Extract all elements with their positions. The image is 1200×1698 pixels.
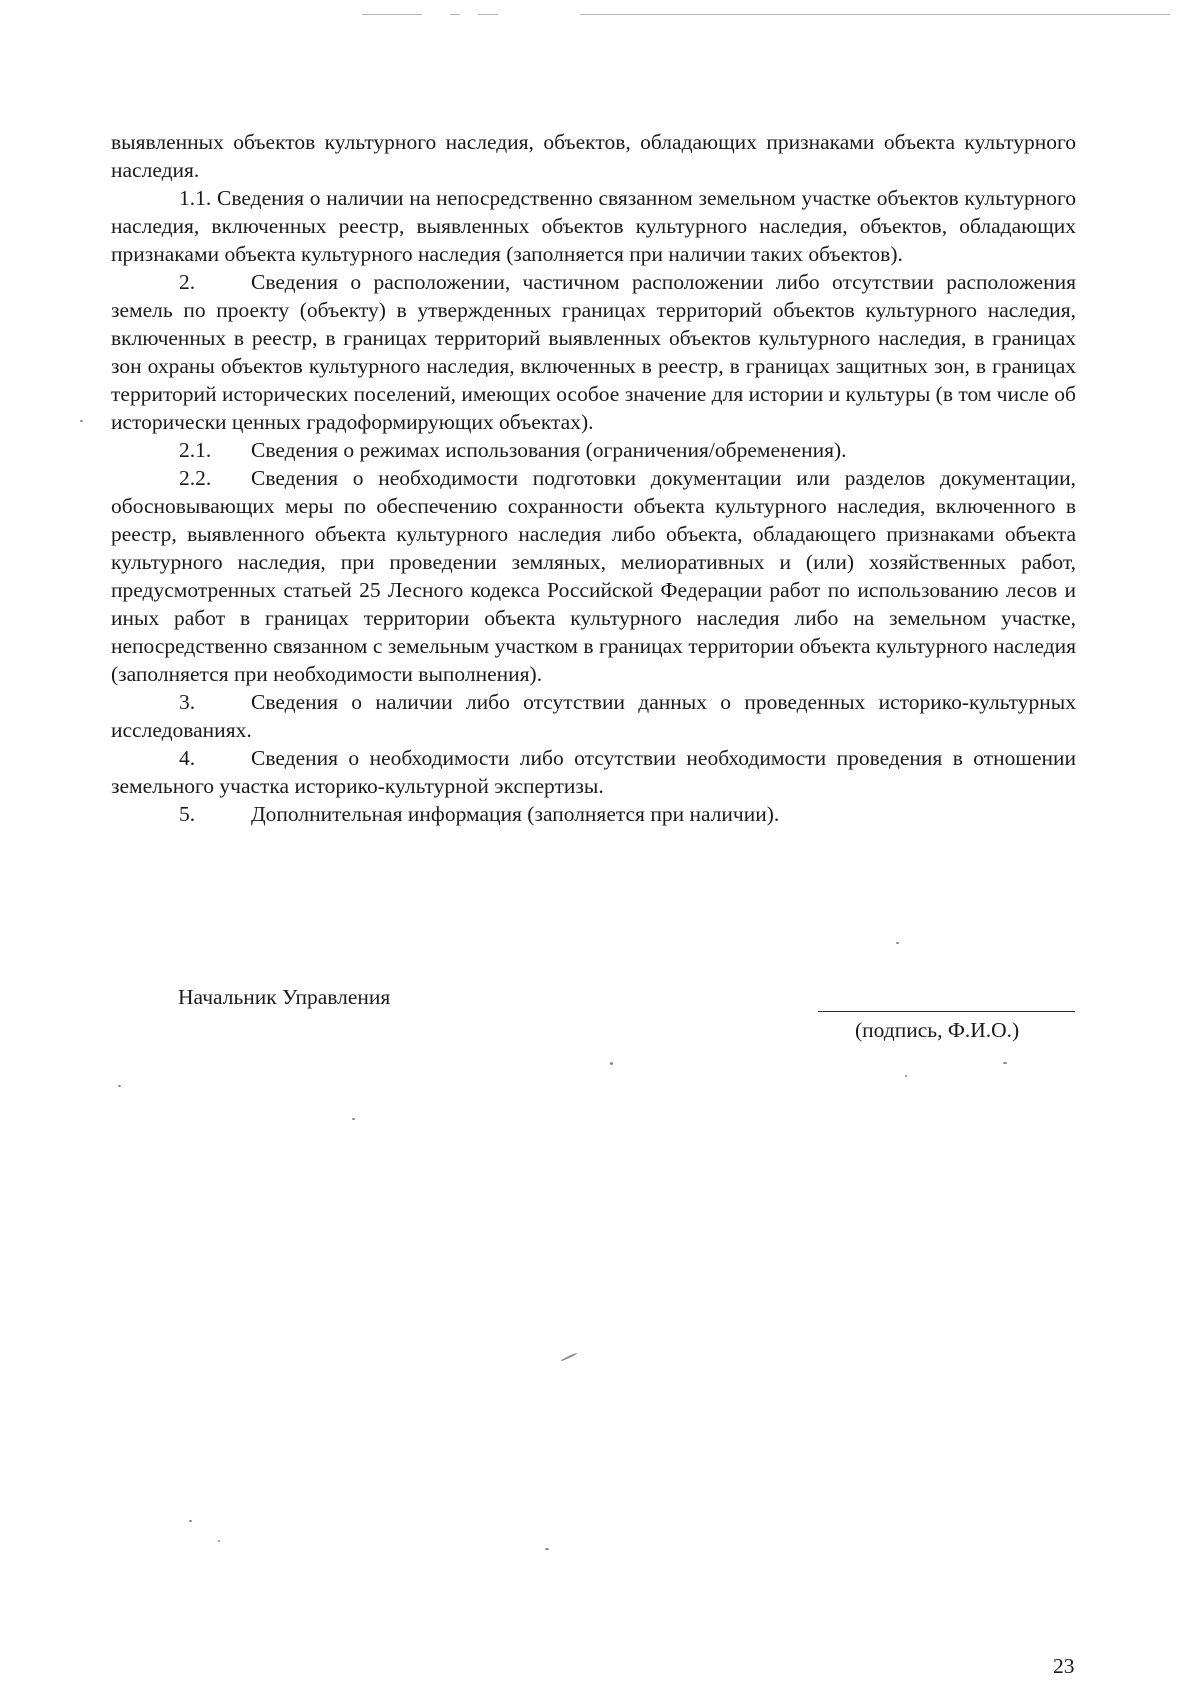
paragraph-number: 3. [179, 690, 196, 714]
paragraph-continuation [111, 128, 1076, 184]
scan-artifact-line [478, 14, 498, 15]
paragraph-number: 2.2. [179, 466, 212, 490]
document-body [111, 128, 1076, 828]
paragraph-4 [111, 744, 1076, 800]
paragraph-number: 2.1. [179, 438, 212, 462]
scan-speck [896, 942, 899, 944]
scan-speck [610, 1062, 613, 1065]
signature-caption: (подпись, Ф.И.О.) [855, 1018, 1020, 1042]
paragraph-text: Сведения о необходимости либо отсутствии необходимости проведения в отношении земельного участка историко-культурной экспертизы. [111, 746, 1076, 798]
scan-speck [905, 1075, 907, 1077]
paragraph-text: Сведения о наличии либо отсутствии данных о проведенных историко-культурных исследованиях. [111, 690, 1076, 742]
paragraph-text: 1.1. Сведения о наличии на непосредственно связанном земельном участке объектов культурного наследия, включенных реестр, выявленных объектов культурного наследия, объектов, обладающих признаками объекта культурного наследия (заполняется при наличии таких объектов). [111, 186, 1076, 266]
paragraph-2-1 [111, 436, 1076, 464]
scan-speck [545, 1548, 549, 1550]
scan-speck [118, 1085, 121, 1087]
signature-line [818, 1011, 1075, 1012]
scan-speck [80, 420, 83, 422]
paragraph-number: 4. [179, 746, 196, 770]
scan-artifact-line [580, 14, 1170, 15]
scan-speck [189, 1520, 192, 1522]
scan-speck [560, 1352, 577, 1361]
scan-speck [218, 1540, 220, 1542]
paragraph-3 [111, 688, 1076, 744]
scan-artifact-line [362, 14, 422, 15]
page-number: 23 [1053, 1654, 1075, 1678]
paragraph-5 [111, 800, 1076, 828]
scan-speck [352, 1118, 355, 1120]
paragraph-text: выявленных объектов культурного наследия, объектов, обладающих признаками объекта культурного наследия. [111, 130, 1076, 182]
paragraph-text: Сведения о расположении, частичном расположении либо отсутствии расположения земель по проекту (объекту) в утвержденных границах территорий объектов культурного наследия, включенных в реестр, в границах территорий выявленных объектов культурного наследия, в границах зон охраны объектов культурного наследия, включенных в реестр, в границах защитных зон, в границах территорий исторических поселений, имеющих особое значение для истории и культуры (в том числе об исторически ценных градоформирующих объектах). [111, 270, 1076, 434]
paragraph-number: 5. [179, 802, 196, 826]
paragraph-2 [111, 268, 1076, 436]
paragraph-number: 2. [179, 270, 196, 294]
paragraph-2-2 [111, 464, 1076, 688]
scan-speck [1003, 1062, 1007, 1064]
signatory-position: Начальник Управления [178, 985, 391, 1009]
paragraph-text: Сведения о режимах использования (ограничения/обременения). [251, 438, 847, 462]
scan-artifact-line [450, 14, 460, 15]
paragraph-1-1 [111, 184, 1076, 268]
paragraph-text: Дополнительная информация (заполняется при наличии). [251, 802, 780, 826]
paragraph-text: Сведения о необходимости подготовки документации или разделов документации, обосновывающих меры по обеспечению сохранности объекта культурного наследия, включенного в реестр, выявленного объекта культурного наследия либо объекта, обладающего признаками объекта культурного наследия, при проведении земляных, мелиоративных и (или) хозяйственных работ, предусмотренных статьей 25 Лесного кодекса Российской Федерации работ по использованию лесов и иных работ в границах территории объекта культурного наследия либо на земельном участке, непосредственно связанном с земельным участком в границах территории объекта культурного наследия (заполняется при необходимости выполнения). [111, 466, 1076, 686]
